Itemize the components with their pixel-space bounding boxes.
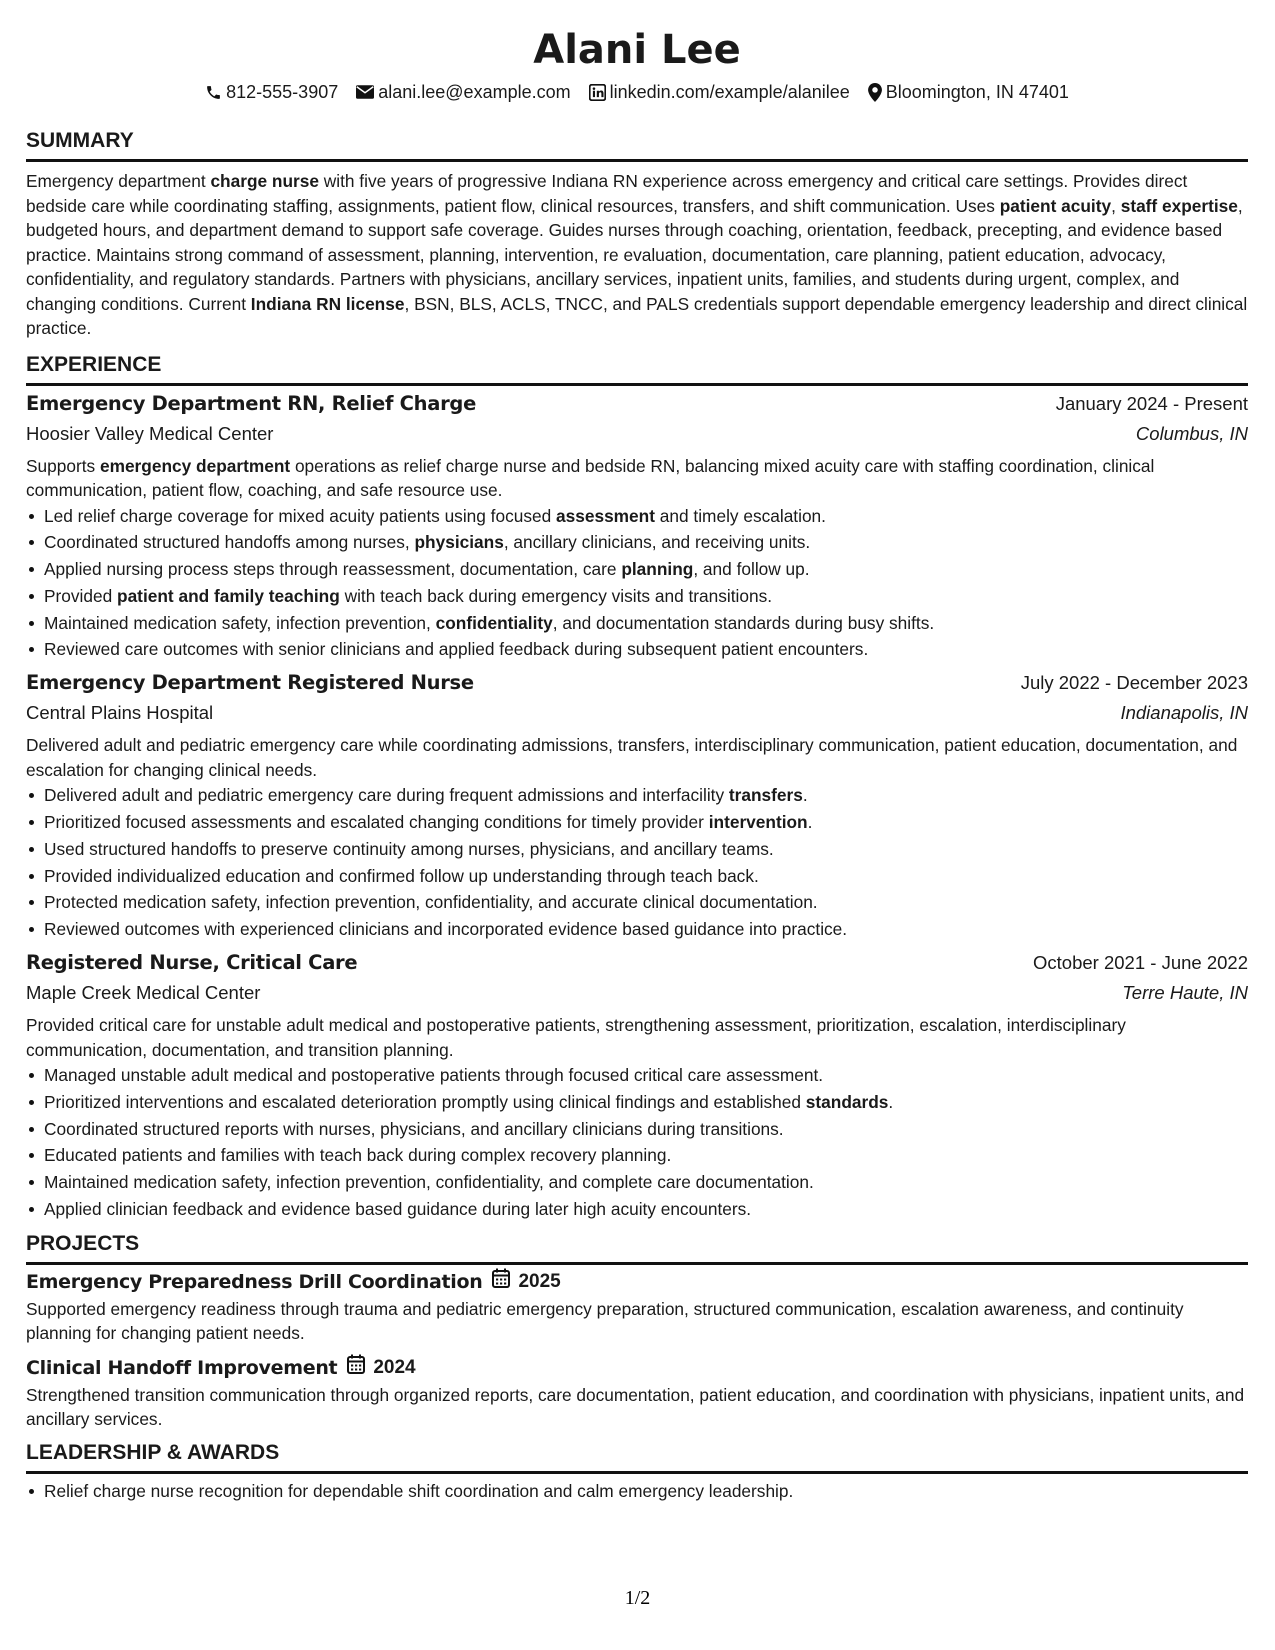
- contact-email[interactable]: [356, 82, 570, 103]
- bold-keyword: charge nurse: [210, 171, 319, 191]
- summary-section: [26, 128, 1248, 341]
- project-description: Strengthened transition communication through organized reports, care documentation, patient education, and coordination with physicians, inpatient units, and ancillary services.: [26, 1384, 1245, 1430]
- text-run: , ancillary clinicians, and receiving units.: [503, 532, 811, 553]
- text-run: , and documentation standards during busy shifts.: [552, 612, 935, 633]
- project-list: [26, 1268, 1248, 1432]
- list-item: [44, 889, 1248, 916]
- job-location: Terre Haute, IN: [1122, 982, 1248, 1004]
- job-description: [26, 454, 1248, 503]
- section-title-projects: PROJECTS: [26, 1231, 1248, 1265]
- job-header: [26, 668, 1248, 698]
- section-title-leadership: LEADERSHIP & AWARDS: [26, 1440, 1248, 1474]
- text-run: , budgeted hours, and department demand to support safe coverage. Guides nurses through coaching, orientation, feedback, precepting, and evidence based practice. Maintains strong command of assessment, planning, intervention, re evaluation, documentation, care planning, patient education, advocacy, confidentiality, and regulatory standards. Partners with physicians, ancillary services, inpatient units, families, and students during urgent, complex, and changing conditions. Current: [26, 195, 1243, 314]
- map-pin-icon: [868, 83, 882, 102]
- job-company: Hoosier Valley Medical Center: [26, 422, 274, 444]
- projects-section: [26, 1231, 1248, 1432]
- job-subheader: [26, 698, 1248, 728]
- job-location: Indianapolis, IN: [1120, 702, 1248, 724]
- text-run: , BSN, BLS, ACLS, TNCC, and PALS credentials support dependable emergency leadership and direct clinical practice.: [26, 293, 1248, 338]
- job-entry: [26, 389, 1248, 664]
- job-subheader: [26, 978, 1248, 1008]
- project-year: [347, 1354, 415, 1383]
- job-location: Columbus, IN: [1135, 422, 1248, 444]
- job-title: Registered Nurse, Critical Care: [26, 951, 358, 975]
- job-dates: January 2024 - Present: [1055, 392, 1248, 414]
- text-run: Prioritized focused assessments and escalated changing conditions for timely provider: [44, 812, 709, 833]
- text-run: Coordinated structured reports with nurses, physicians, and ancillary clinicians during transitions.: [44, 1118, 784, 1139]
- text-run: Prioritized interventions and escalated deterioration promptly using clinical findings and established: [44, 1091, 806, 1112]
- list-item: Relief charge nurse recognition for dependable shift coordination and calm emergency leadership.: [44, 1478, 1248, 1505]
- project-entry: [26, 1354, 1248, 1432]
- text-run: Reviewed outcomes with experienced clinicians and incorporated evidence based guidance into practice.: [44, 919, 848, 940]
- text-run: Managed unstable adult medical and postoperative patients through focused critical care assessment.: [44, 1065, 824, 1086]
- linkedin-text: linkedin.com/example/alanilee: [609, 81, 850, 102]
- list-item: [44, 836, 1248, 863]
- contact-bar: [26, 80, 1248, 104]
- bold-keyword: intervention: [708, 812, 808, 833]
- text-run: Delivered adult and pediatric emergency care while coordinating admissions, transfers, interdisciplinary communication, patient education, documentation, and escalation for changing clinical needs.: [26, 735, 1238, 780]
- list-item: [44, 1169, 1248, 1196]
- list-item: [44, 556, 1248, 583]
- project-header: [26, 1268, 1248, 1297]
- project-description: Supported emergency readiness through trauma and pediatric emergency preparation, structured communication, escalation awareness, and continuity planning for changing patient needs.: [26, 1298, 1184, 1344]
- text-run: Maintained medication safety, infection prevention,: [44, 612, 436, 633]
- text-run: Protected medication safety, infection prevention, confidentiality, and accurate clinical documentation.: [44, 892, 818, 913]
- text-run: Provided individualized education and confirmed follow up understanding through teach back.: [44, 865, 759, 886]
- location-text: Bloomington, IN 47401: [885, 81, 1069, 102]
- list-item: [44, 809, 1248, 836]
- text-run: Emergency department: [26, 171, 211, 191]
- experience-section: [26, 352, 1248, 1223]
- linkedin-icon: [589, 84, 606, 101]
- text-run: Provided critical care for unstable adult medical and postoperative patients, strengthening assessment, prioritization, escalation, interdisciplinary communication, documentation, and transition planning.: [26, 1015, 1126, 1060]
- page-number: 1/2: [624, 1587, 651, 1609]
- job-list: [26, 389, 1248, 1223]
- text-run: operations as relief charge nurse and bedside RN, balancing mixed acuity care with staffing coordination, clinical communication, patient flow, coaching, and safe resource use.: [26, 455, 1155, 500]
- list-item: [44, 503, 1248, 530]
- project-year: [492, 1268, 560, 1297]
- job-bullets: [26, 503, 1248, 664]
- text-run: Applied nursing process steps through reassessment, documentation, care: [44, 559, 622, 580]
- envelope-icon: [356, 85, 374, 99]
- summary-text: [26, 169, 1248, 341]
- text-run: .: [888, 1091, 894, 1112]
- text-run: ,: [1111, 195, 1121, 216]
- list-item: [44, 1116, 1248, 1143]
- bold-keyword: Indiana RN license: [250, 293, 405, 314]
- job-dates: July 2022 - December 2023: [1020, 672, 1248, 694]
- list-item: [44, 863, 1248, 890]
- text-run: Coordinated structured handoffs among nurses,: [44, 532, 415, 553]
- list-item: [44, 610, 1248, 637]
- contact-phone[interactable]: [205, 82, 338, 103]
- list-item: [44, 636, 1248, 663]
- text-run: Led relief charge coverage for mixed acuity patients using focused: [44, 505, 557, 526]
- bold-keyword: transfers: [728, 785, 803, 806]
- contact-location: [868, 82, 1069, 103]
- job-description: [26, 733, 1248, 782]
- calendar-icon: [492, 1268, 510, 1297]
- calendar-icon: [347, 1354, 365, 1383]
- text-run: .: [802, 785, 808, 806]
- project-year-text: 2024: [373, 1357, 416, 1379]
- bold-keyword: patient acuity: [999, 195, 1112, 216]
- bold-keyword: confidentiality: [435, 612, 553, 633]
- text-run: Educated patients and families with teach back during complex recovery planning.: [44, 1145, 672, 1166]
- section-title-experience: EXPERIENCE: [26, 352, 1248, 386]
- bold-keyword: planning: [621, 559, 694, 580]
- text-run: Provided: [44, 585, 118, 606]
- job-bullets: [26, 1062, 1248, 1223]
- text-run: and timely escalation.: [654, 505, 826, 526]
- job-company: Maple Creek Medical Center: [26, 982, 261, 1004]
- leadership-section: [26, 1440, 1248, 1505]
- text-run: Maintained medication safety, infection prevention, confidentiality, and complete care documentation.: [44, 1172, 814, 1193]
- project-entry: [26, 1268, 1248, 1346]
- text-run: , and follow up.: [693, 559, 810, 580]
- list-item: [44, 1142, 1248, 1169]
- job-entry: [26, 668, 1248, 943]
- job-header: [26, 389, 1248, 419]
- job-title: Emergency Department Registered Nurse: [26, 671, 474, 695]
- list-item: [44, 1196, 1248, 1223]
- leadership-list: [26, 1478, 1248, 1505]
- candidate-name: Alani Lee: [533, 27, 741, 73]
- list-item: [44, 916, 1248, 943]
- text-run: Supports: [26, 455, 100, 476]
- project-title: Clinical Handoff Improvement: [26, 1357, 338, 1380]
- job-header: [26, 948, 1248, 978]
- bold-keyword: staff expertise: [1120, 195, 1238, 216]
- bold-keyword: patient and family teaching: [117, 585, 340, 606]
- text-run: Applied clinician feedback and evidence based guidance during later high acuity encounters.: [44, 1199, 752, 1220]
- list-item: [44, 583, 1248, 610]
- job-entry: [26, 948, 1248, 1223]
- list-item: [44, 1062, 1248, 1089]
- list-item: [44, 529, 1248, 556]
- bold-keyword: emergency department: [99, 455, 291, 476]
- job-company: Central Plains Hospital: [26, 702, 214, 724]
- job-dates: October 2021 - June 2022: [1033, 952, 1248, 974]
- text-run: Reviewed care outcomes with senior clinicians and applied feedback during subsequent patient encounters.: [44, 639, 869, 660]
- project-header: [26, 1354, 1248, 1383]
- job-subheader: [26, 419, 1248, 449]
- bold-keyword: physicians: [414, 532, 504, 553]
- project-title: Emergency Preparedness Drill Coordination: [26, 1271, 483, 1294]
- text-run: Delivered adult and pediatric emergency care during frequent admissions and interfacility: [44, 785, 729, 806]
- list-item: [44, 782, 1248, 809]
- phone-text: 812-555-3907: [226, 81, 339, 102]
- section-title-summary: SUMMARY: [26, 128, 1248, 162]
- contact-linkedin[interactable]: [589, 82, 850, 103]
- text-run: with teach back during emergency visits and transitions.: [339, 585, 773, 606]
- bold-keyword: standards: [805, 1091, 889, 1112]
- job-description: [26, 1013, 1248, 1062]
- text-run: with five years of progressive Indiana RN experience across emergency and critical care settings. Provides direct bedside care while coordinating staffing, assignments, patient flow, clinical resources, transfers, and shift communication. Uses: [26, 171, 1188, 216]
- job-bullets: [26, 782, 1248, 943]
- bold-keyword: assessment: [556, 505, 655, 526]
- project-year-text: 2025: [518, 1271, 561, 1293]
- list-item: [44, 1089, 1248, 1116]
- phone-icon: [205, 84, 222, 101]
- resume-header: [26, 26, 1248, 104]
- text-run: Used structured handoffs to preserve continuity among nurses, physicians, and ancillary teams.: [44, 838, 774, 859]
- text-run: .: [807, 812, 813, 833]
- job-title: Emergency Department RN, Relief Charge: [26, 391, 477, 415]
- email-text: alani.lee@example.com: [378, 81, 571, 102]
